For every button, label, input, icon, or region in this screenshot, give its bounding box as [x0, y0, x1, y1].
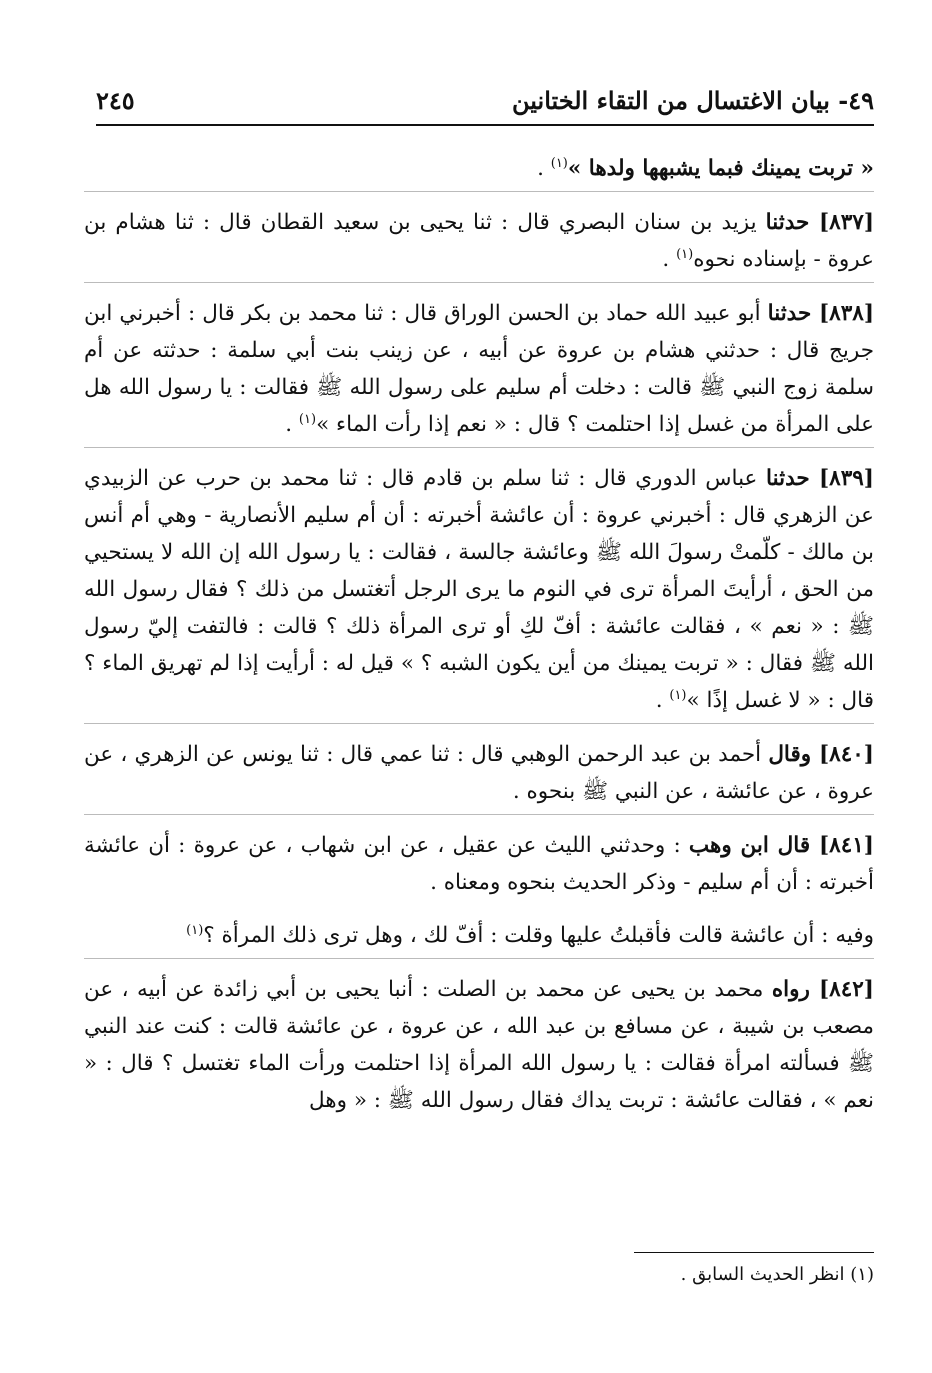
footnote-ref: (١) — [669, 687, 687, 703]
hadith-number: [٨٤٠] — [811, 742, 874, 767]
hadith-tail: . — [537, 156, 551, 181]
running-header — [96, 80, 874, 126]
hadith-lead: حدثنا — [766, 466, 810, 491]
hadith-lead: حدثنا — [767, 301, 812, 326]
hadith-text: وفيه : أن عائشة قالت فأقبلتُ عليها وقلت : أفّ لك ، وهل ترى ذلك المرأة ؟ — [203, 923, 874, 948]
hadith-text: محمد بن يحيى عن محمد بن الصلت : أنبا يحيى بن أبي زائدة عن أبيه ، عن مصعب بن شيبة ، عن مسافع بن عبد الله ، عن عروة ، عن عائشة قالت : كنت عند النبي ﷺ فسألته امرأة فقالت : يا رسول الله المرأة إذا احتلمت ورأت الماء تغتسل ؟ قال : « نعم » ، فقالت عائشة : تربت يداك فقال رسول الله ﷺ : « وهل — [84, 977, 874, 1113]
hadith-lead: رواه — [771, 977, 810, 1002]
hadith-lead: وقال — [768, 742, 812, 767]
hadith-text: عباس الدوري قال : ثنا سلم بن قادم قال : ثنا محمد بن حرب عن الزبيدي عن الزهري قال : أخبرني عروة : أن عائشة أخبرته : أن أم سليم الأنصارية - وهي أم أنس بن مالك - كلّمتْ رسولَ الله ﷺ وعائشة جالسة ، فقالت : يا رسول الله إن الله لا يستحيي من الحق ، أرأيتَ المرأة ترى في النوم ما يرى الرجل أتغتسل من ذلك ؟ فقال رسول الله ﷺ : « نعم » ، فقالت عائشة : أفّ لكِ أو ترى المرأة ذلك ؟ قالت : فالتفت إليّ رسول الله ﷺ فقال : « تربت يمينك من أين يكون الشبه ؟ » قيل له : أرأيت إذا لم تهريق الماء ؟ قال : « لا غسل إذًا » — [84, 466, 874, 713]
footnote-divider — [634, 1252, 874, 1253]
hadith-paragraph — [84, 460, 874, 724]
hadith-number: [٨٣٧] — [809, 210, 874, 235]
hadith-tail: . — [662, 247, 677, 272]
hadith-number: [٨٣٩] — [809, 466, 874, 491]
footnote: (١) انظر الحديث السابق . — [680, 1264, 874, 1285]
footnote-ref: (١) — [298, 411, 317, 427]
chapter-title: ٤٩- بيان الاغتسال من التقاء الختانين — [512, 86, 874, 115]
hadith-quote: « تربت يمينك فبما يشبهها ولدها » — [567, 156, 874, 181]
hadith-lead: حدثنا — [765, 210, 810, 235]
hadith-tail: . — [285, 412, 299, 437]
hadith-number: [٨٣٨] — [811, 301, 874, 326]
hadith-number: [٨٤٢] — [809, 977, 874, 1002]
hadith-paragraph — [84, 204, 874, 283]
hadith-tail: . — [655, 688, 670, 713]
hadith-paragraph — [84, 150, 874, 192]
hadith-paragraph — [84, 295, 874, 448]
hadith-paragraph — [84, 971, 874, 1123]
hadith-text: يزيد بن سنان البصري قال : ثنا يحيى بن سعيد القطان قال : ثنا هشام بن عروة - بإسناده نحوه — [84, 210, 874, 272]
hadith-paragraph — [84, 917, 874, 959]
hadith-paragraph — [84, 827, 874, 905]
hadith-text: أبو عبيد الله حماد بن الحسن الوراق قال : ثنا محمد بن بكر قال : أخبرني ابن جريج قال : حدثني هشام بن عروة عن أبيه ، عن زينب بنت أبي سلمة : حدثته عن أم سلمة زوج النبي ﷺ قالت : دخلت أم سليم على رسول الله ﷺ فقالت : يا رسول الله هل على المرأة من غسل إذا احتلمت ؟ قال : « نعم إذا رأت الماء » — [84, 301, 874, 437]
footnote-ref: (١) — [186, 922, 204, 938]
text-body — [84, 150, 874, 1135]
hadith-text: : وحدثني الليث عن عقيل ، عن ابن شهاب ، عن عروة : أن عائشة أخبرته : أن أم سليم - وذكر الحديث بنحوه ومعناه . — [84, 833, 874, 895]
footnote-ref: (١) — [676, 246, 694, 262]
page-number: ٢٤٥ — [96, 86, 135, 115]
footnote-ref: (١) — [550, 155, 568, 171]
hadith-text: أحمد بن عبد الرحمن الوهبي قال : ثنا عمي قال : ثنا يونس عن الزهري ، عن عروة ، عن عائشة ، عن النبي ﷺ بنحوه . — [84, 742, 874, 804]
hadith-lead: قال ابن وهب — [688, 833, 811, 858]
hadith-number: [٨٤١] — [810, 833, 874, 858]
hadith-paragraph — [84, 736, 874, 815]
